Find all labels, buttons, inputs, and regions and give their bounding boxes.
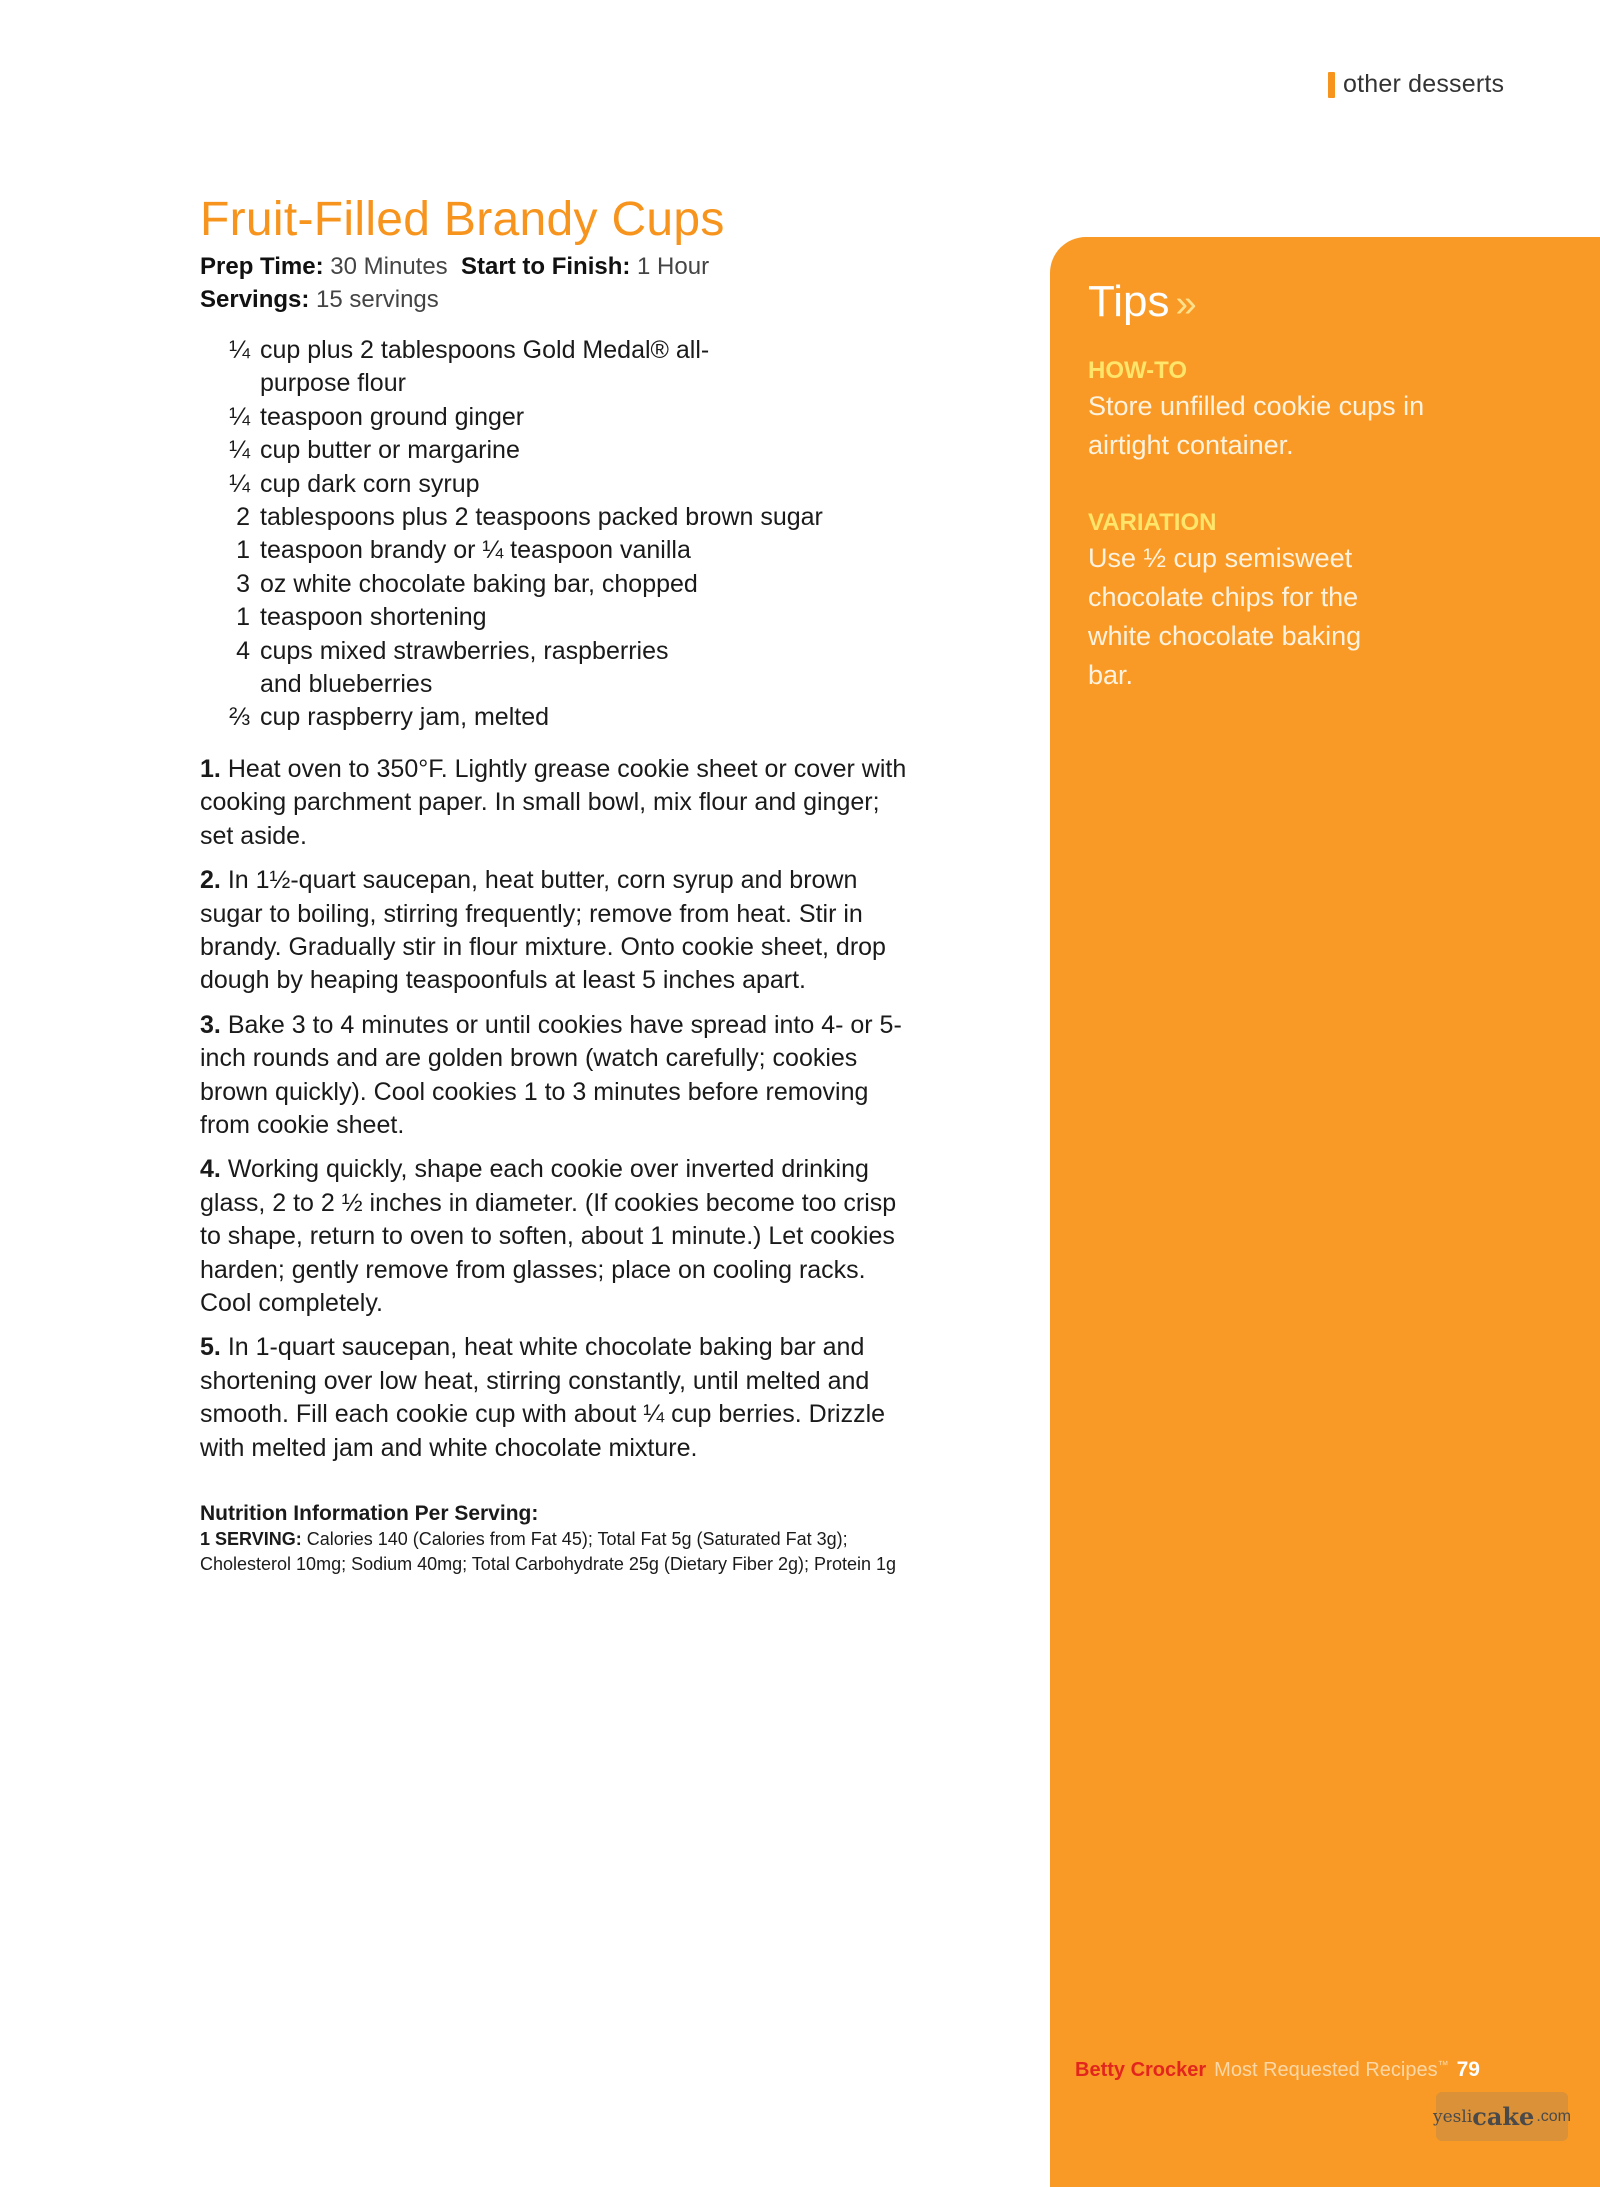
- trademark-symbol: ™: [1437, 2059, 1449, 2072]
- ingredient-text: cup butter or margarine: [260, 436, 520, 465]
- ingredient-qty: 1: [236, 603, 250, 632]
- step-number: 2.: [200, 866, 221, 895]
- ingredient-item: [210, 635, 920, 702]
- direction-step: [200, 864, 910, 998]
- tips-title-text: Tips: [1088, 277, 1170, 326]
- servings-value: 15 servings: [316, 286, 439, 313]
- ingredient-item: [210, 568, 920, 601]
- step-number: 3.: [200, 1010, 221, 1039]
- step-text: In 1½-quart saucepan, heat butter, corn syrup and brown sugar to boiling, stirring frequently; remove from heat. Stir in brandy. Gradually stir in flour mixture. Onto cookie sheet, drop dough by heaping teaspoonfuls at least 5 inches apart.: [200, 866, 886, 995]
- series-title: [1214, 2059, 1448, 2082]
- step-number: 5.: [200, 1333, 221, 1362]
- double-chevron-right-icon: »: [1175, 283, 1197, 325]
- direction-list: [200, 753, 910, 1465]
- nutrition-serving-label: 1 SERVING:: [200, 1529, 302, 1549]
- recipe-title: Fruit-Filled Brandy Cups: [200, 193, 725, 246]
- ingredient-item: [210, 601, 920, 634]
- watermark-main: cake: [1472, 2102, 1535, 2131]
- brand-name: Betty Crocker: [1075, 2059, 1207, 2081]
- tip-text: Store unfilled cookie cups in airtight container.: [1088, 391, 1425, 460]
- direction-step: [200, 753, 910, 853]
- ingredient-text: teaspoon brandy or ¼ teaspoon vanilla: [260, 536, 691, 565]
- tip-text: Use ½ cup semisweet chocolate chips for the white chocolate baking bar.: [1088, 543, 1362, 690]
- page-number: 79: [1456, 2058, 1480, 2081]
- start-finish-value: 1 Hour: [637, 253, 710, 280]
- ingredient-qty: 4: [236, 636, 250, 665]
- servings-line: [200, 283, 920, 316]
- ingredient-item: [210, 434, 920, 467]
- step-text: Heat oven to 350°F. Lightly grease cookie sheet or cover with cooking parchment paper. In small bowl, mix flour and ginger; set aside.: [200, 754, 907, 850]
- tips-title: [1088, 275, 1197, 331]
- ingredient-qty: ¼: [229, 402, 250, 431]
- watermark-suffix: .com: [1536, 2107, 1571, 2125]
- nutrition-heading: Nutrition Information Per Serving:: [200, 1502, 539, 1525]
- watermark-prefix: yesli: [1433, 2106, 1473, 2127]
- ingredient-item: [210, 501, 920, 534]
- section-label: [1328, 70, 1504, 99]
- ingredient-qty: 2: [236, 503, 250, 532]
- prep-time-value: 30 Minutes: [330, 253, 448, 280]
- nutrition-body: [200, 1527, 900, 1577]
- ingredient-qty: ⅔: [229, 703, 250, 732]
- ingredient-text: cups mixed strawberries, raspberries and blueberries: [260, 636, 669, 699]
- ingredient-list: [210, 334, 920, 735]
- tip-heading: VARIATION: [1088, 509, 1217, 536]
- tip-variation: [1088, 507, 1468, 695]
- direction-step: [200, 1009, 910, 1143]
- ingredient-item: [210, 534, 920, 567]
- direction-step: [200, 1153, 910, 1320]
- direction-step: [200, 1331, 910, 1465]
- step-text: Working quickly, shape each cookie over inverted drinking glass, 2 to 2 ½ inches in diameter. (If cookies become too crisp to shape, return to oven to soften, about 1 minute.) Let cookies harden; gently remove from glasses; place on cooling racks. Cool completely.: [200, 1155, 897, 1317]
- recipe-meta: [200, 250, 920, 316]
- servings-label: Servings:: [200, 286, 310, 313]
- nutrition-info: [200, 1501, 900, 1577]
- ingredient-item: [210, 701, 920, 734]
- section-marker-icon: [1328, 72, 1335, 98]
- ingredient-qty: 3: [236, 569, 250, 598]
- time-line: [200, 250, 920, 283]
- tip-heading: HOW-TO: [1088, 357, 1188, 384]
- ingredient-text: tablespoons plus 2 teaspoons packed brown sugar: [260, 503, 823, 532]
- ingredient-text: cup dark corn syrup: [260, 469, 480, 498]
- ingredient-text: teaspoon shortening: [260, 603, 487, 632]
- ingredient-item: [210, 401, 920, 434]
- page-footer: [1075, 2058, 1480, 2082]
- section-label-text: other desserts: [1343, 70, 1505, 98]
- ingredient-item: [210, 334, 920, 401]
- ingredient-text: cup plus 2 tablespoons Gold Medal® all-purpose flour: [260, 336, 710, 398]
- ingredient-text: cup raspberry jam, melted: [260, 703, 550, 732]
- ingredient-qty: ¼: [229, 336, 250, 364]
- tip-how-to: [1088, 355, 1468, 465]
- recipe-column: [200, 190, 920, 1577]
- series-title-text: Most Requested Recipes: [1214, 2059, 1438, 2081]
- ingredient-qty: ¼: [229, 469, 250, 498]
- ingredient-qty: ¼: [229, 436, 250, 465]
- ingredient-item: [210, 468, 920, 501]
- tips-panel: [1050, 237, 1600, 2187]
- prep-time-label: Prep Time:: [200, 253, 324, 280]
- ingredient-qty: 1: [236, 536, 250, 565]
- start-finish-label: Start to Finish:: [461, 253, 631, 280]
- nutrition-text: Calories 140 (Calories from Fat 45); Total Fat 5g (Saturated Fat 3g); Cholesterol 10mg; Sodium 40mg; Total Carbohydrate 25g (Dietary Fiber 2g); Protein 1g: [200, 1529, 897, 1574]
- step-number: 1.: [200, 754, 221, 783]
- ingredient-text: teaspoon ground ginger: [260, 402, 525, 431]
- ingredient-text: oz white chocolate baking bar, chopped: [260, 569, 698, 598]
- step-number: 4.: [200, 1155, 221, 1184]
- step-text: In 1-quart saucepan, heat white chocolate baking bar and shortening over low heat, stirring constantly, until melted and smooth. Fill each cookie cup with about ¼ cup berries. Drizzle with melted jam and white chocolate mixture.: [200, 1333, 886, 1462]
- step-text: Bake 3 to 4 minutes or until cookies have spread into 4- or 5-inch rounds and are golden brown (watch carefully; cookies brown quickly). Cool cookies 1 to 3 minutes before removing from cookie sheet.: [200, 1010, 902, 1139]
- watermark-logo: [1433, 2092, 1571, 2141]
